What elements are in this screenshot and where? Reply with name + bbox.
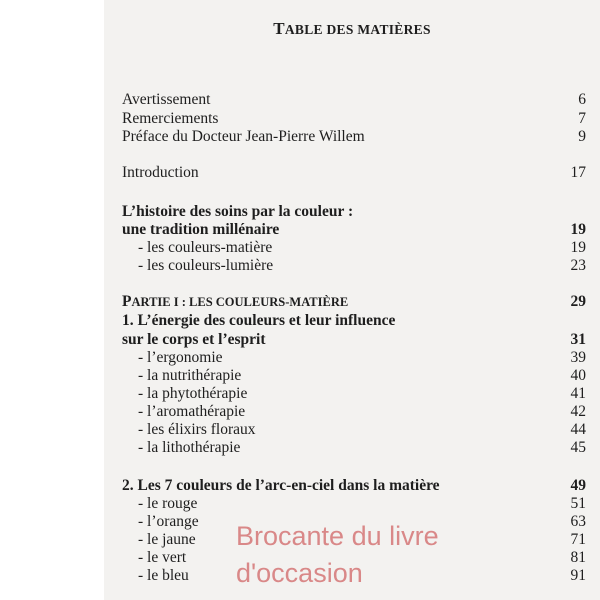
toc-entry-label: - les élixirs floraux [138,421,256,438]
toc-entry-label: Remerciements [122,110,219,127]
toc-entry-page: 7 [578,110,586,127]
toc-subentry [104,348,600,368]
toc-subentry [104,494,600,514]
toc-entry-label: une tradition millénaire [122,221,280,238]
toc-entry-page: 91 [570,567,586,584]
toc-entry-label: 2. Les 7 couleurs de l’arc-en-ciel dans la matière [122,477,440,494]
toc-entry-page: 49 [570,477,586,494]
toc-entry-label: - l’aromathérapie [138,403,246,420]
toc-entry-page: 42 [570,403,586,420]
toc-section-heading [104,311,600,331]
toc-entry-label: - le vert [138,549,187,566]
toc-section-heading [104,220,600,240]
toc-section-heading [104,330,600,350]
part-smallcaps: ARTIE I : LES COULEURS-MATIÈRE [131,295,349,309]
toc-entry-page: 81 [570,549,586,566]
toc-entry [104,127,600,147]
toc-entry-label: sur le corps et l’esprit [122,331,266,348]
title-smallcaps: ABLE DES MATIÈRES [284,22,431,37]
toc-entry-label: - les couleurs-lumière [138,257,274,274]
toc-entry-page: 44 [570,421,586,438]
toc-part-heading [104,292,600,312]
book-page [104,0,600,600]
toc-entry-page: 40 [570,367,586,384]
toc-entry-page: 51 [570,495,586,512]
toc-entry-page: 6 [578,91,586,108]
toc-entry-page: 39 [570,349,586,366]
toc-entry-label: - la lithothérapie [138,439,241,456]
toc-entry-label: - le bleu [138,567,189,584]
toc-subentry [104,384,600,404]
toc-entry-label: - la phytothérapie [138,385,248,402]
title-initial: T [273,19,285,38]
toc-entry-label: Avertissement [122,91,211,108]
toc-entry-label: Préface du Docteur Jean-Pierre Willem [122,128,365,145]
toc-entry-page: 41 [570,385,586,402]
table-of-contents [104,0,600,600]
toc-subentry [104,420,600,440]
toc-entry-page: 63 [570,513,586,530]
toc-entry-page: 9 [578,128,586,145]
toc-entry-label: L’histoire des soins par la couleur : [122,203,354,220]
toc-entry [104,163,600,183]
toc-entry-label: - la nutrithérapie [138,367,242,384]
toc-entry-label: - le rouge [138,495,198,512]
toc-entry-page: 45 [570,439,586,456]
toc-entry-page: 23 [570,257,586,274]
toc-section-heading [104,202,600,222]
toc-entry-label: - l’ergonomie [138,349,223,366]
toc-subentry [104,402,600,422]
watermark-line-2: d'occasion [236,558,363,588]
toc-entry-page: 19 [570,239,586,256]
toc-subentry [104,238,600,258]
toc-entry-page: 31 [570,331,586,348]
toc-entry-label [122,292,348,312]
toc-section-heading [104,476,600,496]
toc-entry-page: 17 [570,164,586,181]
toc-entry-label: - l’orange [138,513,199,530]
toc-entry [104,109,600,129]
toc-entry-page: 71 [570,531,586,548]
toc-subentry [104,438,600,458]
toc-entry [104,90,600,110]
toc-entry-label: 1. L’énergie des couleurs et leur influence [122,312,396,329]
toc-entry-page: 19 [570,221,586,238]
toc-entry-label: - les couleurs-matière [138,239,273,256]
watermark-line-1: Brocante du livre [236,521,439,551]
toc-entry-page: 29 [570,293,586,310]
toc-subentry [104,366,600,386]
toc-entry-label: - le jaune [138,531,196,548]
toc-subentry [104,256,600,276]
part-initial: P [122,293,132,310]
toc-entry-label: Introduction [122,164,199,181]
